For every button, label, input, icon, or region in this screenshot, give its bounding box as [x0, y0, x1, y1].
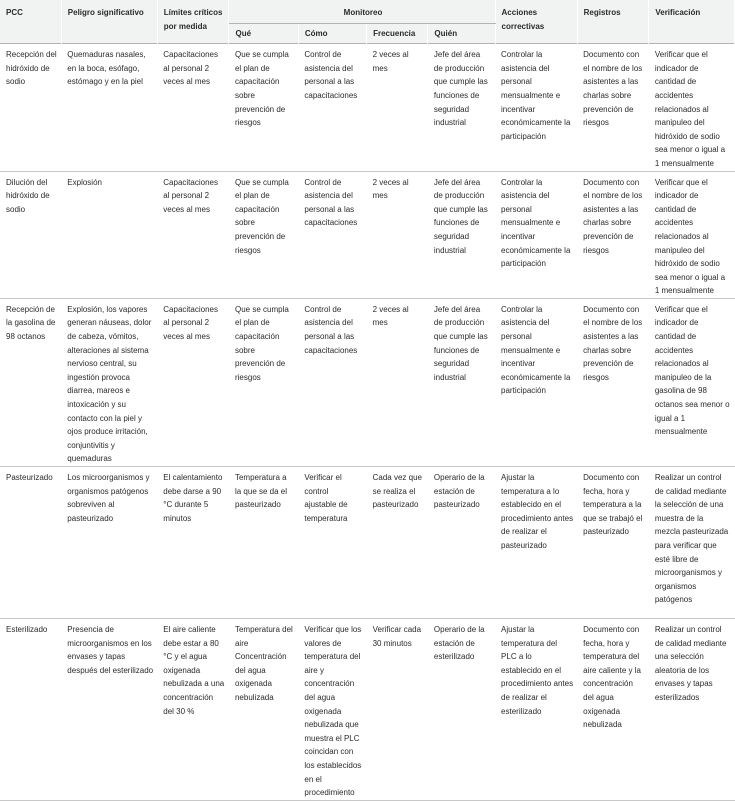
cell-registros: Documento con el nombre de los asistentes a las charlas sobre prevención de riesgos [577, 44, 649, 171]
header-verificacion: Verificación [649, 0, 735, 44]
cell-registros: Documento con el nombre de los asistentes a las charlas sobre prevención de riesgos [577, 171, 649, 298]
table-row [0, 171, 735, 298]
cell-como: Verificar que los valores de temperatura del aire y concentración del agua oxigenada nebulizada que muestra el PLC coincidan con los establecidos en el procedimiento [298, 619, 366, 801]
cell-quien: Jefe del área de producción que cumple las funciones de seguridad industrial [428, 171, 495, 298]
table-header [0, 0, 735, 44]
cell-frecuencia: 2 veces al mes [367, 298, 428, 466]
header-frecuencia: Frecuencia [367, 23, 428, 44]
cell-acciones: Controlar la asistencia del personal mensualmente e incentivar económicamente la participación [495, 171, 577, 298]
cell-frecuencia: Verificar cada 30 minutos [367, 619, 428, 801]
cell-limites: El calentamiento debe darse a 90 °C durante 5 minutos [157, 467, 229, 619]
cell-quien: Operario de la estación de esterilizado [428, 619, 495, 801]
table-body [0, 44, 735, 801]
cell-pcc: Recepción de la gasolina de 98 octanos [0, 298, 61, 466]
table-row [0, 467, 735, 619]
cell-frecuencia: 2 veces al mes [367, 171, 428, 298]
cell-como: Control de asistencia del personal a las capacitaciones [298, 298, 366, 466]
table-row [0, 619, 735, 801]
cell-peligro: Quemaduras nasales, en la boca, esófago, estómago y en la piel [61, 44, 157, 171]
cell-pcc: Recepción del hidróxido de sodio [0, 44, 61, 171]
cell-pcc: Esterilizado [0, 619, 61, 801]
cell-frecuencia: 2 veces al mes [367, 44, 428, 171]
cell-quien: Operario de la estación de pasteurizado [428, 467, 495, 619]
cell-verificacion: Verificar que el indicador de cantidad de accidentes relacionados al manipuleo de la gasolina de 98 octanos sea menor o igual a 1 mensualmente [649, 298, 735, 466]
cell-peligro: Presencia de microorganismos en los envases y tapas después del esterilizado [61, 619, 157, 801]
cell-pcc: Pasteurizado [0, 467, 61, 619]
cell-quien: Jefe del área de producción que cumple las funciones de seguridad industrial [428, 44, 495, 171]
cell-verificacion: Verificar que el indicador de cantidad de accidentes relacionados al manipuleo del hidróxido de sodio sea menor o igual a 1 mensualmente [649, 44, 735, 171]
cell-como: Verificar el control ajustable de temperatura [298, 467, 366, 619]
header-como: Cómo [298, 23, 366, 44]
cell-peligro: Los microorganismos y organismos patógenos sobreviven al pasteurizado [61, 467, 157, 619]
header-pcc: PCC [0, 0, 61, 44]
cell-frecuencia: Cada vez que se realiza el pasteurizado [367, 467, 428, 619]
cell-verificacion: Verificar que el indicador de cantidad de accidentes relacionados al manipuleo del hidróxido de sodio sea menor o igual a 1 mensualmente [649, 171, 735, 298]
cell-pcc: Dilución del hidróxido de sodio [0, 171, 61, 298]
cell-verificacion: Realizar un control de calidad mediante una selección aleatoria de los envases y tapas esterilizados [649, 619, 735, 801]
header-registros: Registros [577, 0, 649, 44]
cell-limites: Capacitaciones al personal 2 veces al mes [157, 298, 229, 466]
cell-acciones: Controlar la asistencia del personal mensualmente e incentivar económicamente la participación [495, 44, 577, 171]
cell-peligro: Explosión, los vapores generan náuseas, dolor de cabeza, vómitos, alteraciones al sistema nervioso central, su ingestión provoca diarrea, mareos e intoxicación y su contacto con la piel y ojos produce irritación, conjuntivitis y quemaduras [61, 298, 157, 466]
cell-peligro: Explosión [61, 171, 157, 298]
cell-que: Que se cumpla el plan de capacitación sobre prevención de riesgos [229, 171, 298, 298]
cell-limites: Capacitaciones al personal 2 veces al mes [157, 171, 229, 298]
cell-que: Temperatura del aire Concentración del agua oxigenada nebulizada [229, 619, 298, 801]
table-row [0, 298, 735, 466]
header-quien: Quién [428, 23, 495, 44]
cell-verificacion: Realizar un control de calidad mediante la selección de una muestra de la mezcla pasteurizada para verificar que esté libre de microorganismos y organismos patógenos [649, 467, 735, 619]
cell-registros: Documento con fecha, hora y temperatura del aire caliente y la concentración del agua oxigenada nebulizada [577, 619, 649, 801]
cell-acciones: Controlar la asistencia del personal mensualmente e incentivar económicamente la participación [495, 298, 577, 466]
cell-registros: Documento con el nombre de los asistentes a las charlas sobre prevención de riesgos [577, 298, 649, 466]
cell-como: Control de asistencia del personal a las capacitaciones [298, 44, 366, 171]
table-row [0, 44, 735, 171]
cell-que: Temperatura a la que se da el pasteurizado [229, 467, 298, 619]
header-limites: Límites críticos por medida [157, 0, 229, 44]
cell-que: Que se cumpla el plan de capacitación sobre prevención de riesgos [229, 44, 298, 171]
cell-acciones: Ajustar la temperatura del PLC a lo establecido en el procedimiento antes de realizar el esterilizado [495, 619, 577, 801]
header-peligro: Peligro significativo [61, 0, 157, 44]
cell-quien: Jefe del área de producción que cumple las funciones de seguridad industrial [428, 298, 495, 466]
header-que: Qué [229, 23, 298, 44]
cell-como: Control de asistencia del personal a las capacitaciones [298, 171, 366, 298]
cell-que: Que se cumpla el plan de capacitación sobre prevención de riesgos [229, 298, 298, 466]
cell-limites: El aire caliente debe estar a 80 °C y el agua oxigenada nebulizada a una concentración del 30 % [157, 619, 229, 801]
cell-registros: Documento con fecha, hora y temperatura a la que se trabajó el pasteurizado [577, 467, 649, 619]
cell-limites: Capacitaciones al personal 2 veces al mes [157, 44, 229, 171]
header-monitoreo: Monitoreo [229, 0, 495, 23]
cell-acciones: Ajustar la temperatura a lo establecido en el procedimiento antes de realizar el pasteurizado [495, 467, 577, 619]
header-acciones: Acciones correctivas [495, 0, 577, 44]
